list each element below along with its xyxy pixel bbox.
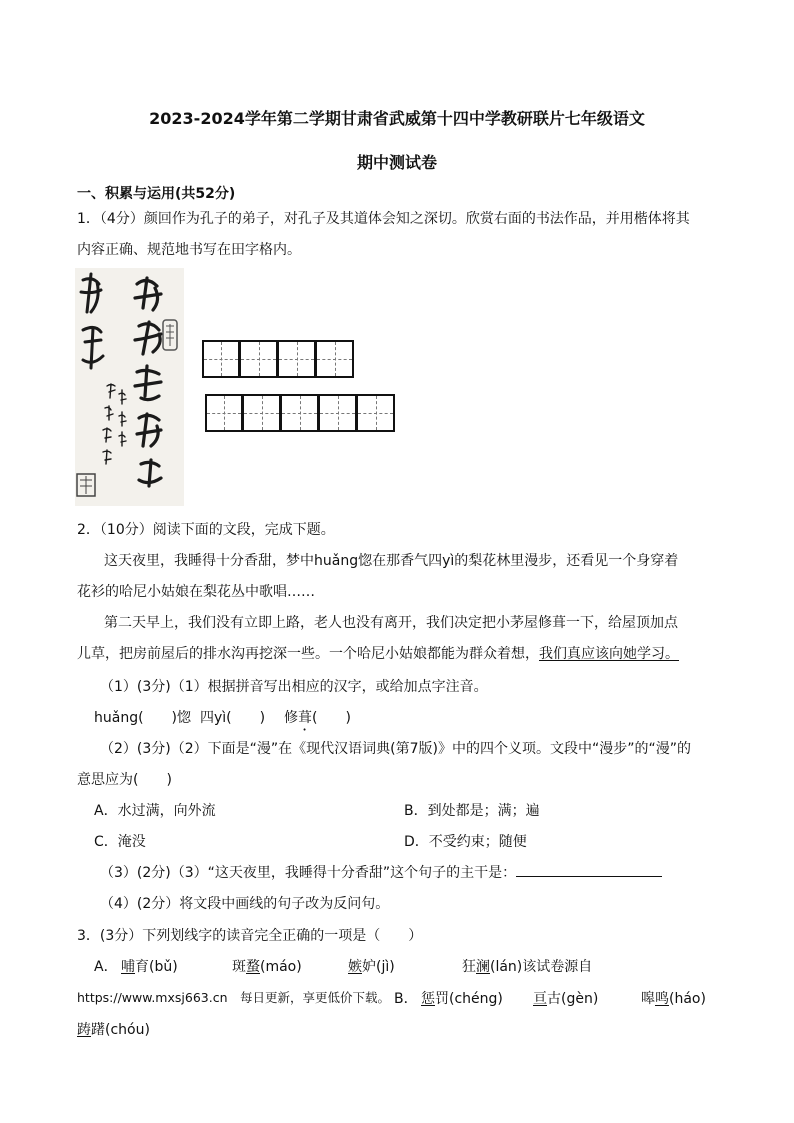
q3-a-word3 — [348, 956, 395, 976]
word-pre: 嗥 — [641, 991, 655, 1007]
underlined-sentence: 我们真应该向她学习。 — [539, 646, 679, 662]
word-rest: 古(gèn) — [547, 991, 599, 1007]
word-rest: 妒(jì) — [362, 959, 395, 975]
underlined-char: 亘 — [533, 991, 547, 1007]
q3-stem: 3．(3分）下列划线字的读音完全正确的一项是（ ） — [77, 928, 423, 944]
q2-sub2-line2: 意思应为( ) — [77, 772, 172, 788]
q2-sub1-item-a: huǎng( )惚 — [94, 710, 192, 726]
q3-option-b-label[interactable]: B． — [394, 991, 418, 1007]
q3-a-word2 — [232, 956, 302, 976]
q2-sub4: （4）(2分）将文段中画线的句子改为反问句。 — [100, 896, 390, 912]
q3-b-word3 — [641, 988, 706, 1008]
underlined-char: 鸣 — [655, 991, 669, 1007]
calligraphy-image — [75, 268, 184, 506]
item-blank: ( ) — [312, 710, 351, 726]
underlined-char: 蝥 — [246, 959, 260, 975]
tianzige-cell[interactable] — [202, 340, 240, 378]
q2-sub3 — [100, 862, 662, 882]
tianzige-row-1[interactable] — [202, 340, 354, 378]
word-rest: (háo) — [669, 991, 706, 1007]
source-note[interactable]: https://www.mxsj663.cn 每日更新，享更低价下载。 — [77, 990, 390, 1005]
word-rest: (máo) — [260, 959, 302, 975]
sub3-text: （3）(2分)（3）“这天夜里，我睡得十分香甜”这个句子的主干是： — [100, 865, 517, 881]
tianzige-cell[interactable] — [278, 340, 316, 378]
underlined-char: 澜 — [476, 959, 490, 975]
tianzige-cell[interactable] — [243, 394, 281, 432]
tianzige-row-2[interactable] — [205, 394, 395, 432]
tianzige-cell[interactable] — [205, 394, 243, 432]
passage-text: 儿草，把房前屋后的排水沟再挖深一些。一个哈尼小姑娘都能为群众着想， — [77, 646, 539, 662]
dotted-char: 葺 — [298, 710, 312, 726]
tianzige-cell[interactable] — [281, 394, 319, 432]
q2-option-d[interactable]: D．不受约束；随便 — [404, 834, 527, 850]
word-rest: (lán)该试卷源自 — [490, 959, 593, 975]
q2-option-a[interactable]: A．水过满，向外流 — [94, 803, 216, 819]
q2-passage-p1-line2: 花衫的哈尼小姑娘在梨花丛中歌唱…… — [77, 584, 315, 600]
q1-line1: 1．（4分）颜回作为孔子的弟子，对孔子及其道体会知之深切。欣赏右面的书法作品，并用楷体将其 — [77, 211, 690, 227]
q2-option-c[interactable]: C．淹没 — [94, 834, 146, 850]
q2-passage-p1-line1: 这天夜里，我睡得十分香甜，梦中huǎng惚在那香气四yì的梨花林里漫步，还看见一个身穿着 — [104, 553, 679, 569]
q3-a-word1 — [121, 956, 178, 976]
q2-passage-p2-line2 — [77, 643, 679, 663]
q3-b-word2 — [533, 988, 598, 1008]
q3-option-a-label[interactable]: A． — [94, 959, 118, 975]
q2-sub1-item-c — [284, 707, 351, 734]
underlined-char: 嫉 — [348, 959, 362, 975]
tianzige-cell[interactable] — [316, 340, 354, 378]
q1-line2: 内容正确、规范地书写在田字格内。 — [77, 242, 301, 258]
q3-b-word1 — [421, 988, 503, 1008]
word-rest: 育(bǔ) — [135, 959, 178, 975]
underlined-char: 踌 — [77, 1022, 91, 1038]
item-text: 修 — [284, 710, 298, 726]
exam-title-line1: 2023-2024学年第二学期甘肃省武威第十四中学教研联片七年级语文 — [149, 109, 645, 128]
q3-b-word4 — [77, 1019, 150, 1039]
word-rest: 躇(chóu) — [91, 1022, 150, 1038]
underlined-char: 哺 — [121, 959, 135, 975]
q2-intro: 2．（10分）阅读下面的文段，完成下题。 — [77, 522, 335, 538]
q2-passage-p2-line1: 第二天早上，我们没有立即上路，老人也没有离开，我们决定把小茅屋修葺一下，给屋顶加点 — [104, 615, 678, 631]
tianzige-cell[interactable] — [357, 394, 395, 432]
underlined-char: 惩 — [421, 991, 435, 1007]
q2-option-b[interactable]: B．到处都是；满；遍 — [404, 803, 540, 819]
word-pre: 狂 — [462, 959, 476, 975]
exam-title-line2: 期中测试卷 — [356, 153, 437, 172]
q2-sub1: （1）(3分)（1）根据拼音写出相应的汉字，或给加点字注音。 — [100, 679, 488, 695]
q3-a-word4 — [462, 956, 592, 976]
word-pre: 斑 — [232, 959, 246, 975]
tianzige-cell[interactable] — [319, 394, 357, 432]
section-heading: 一、积累与运用(共52分) — [77, 186, 236, 202]
q2-sub2-line1: （2）(3分)（2）下面是“漫”在《现代汉语词典(第7版)》中的四个义项。文段中“漫步”的“漫”的 — [100, 741, 691, 757]
q2-sub1-item-b: 四yì( ) — [200, 710, 266, 726]
tianzige-cell[interactable] — [240, 340, 278, 378]
answer-blank[interactable] — [516, 862, 662, 877]
word-rest: 罚(chéng) — [435, 991, 503, 1007]
